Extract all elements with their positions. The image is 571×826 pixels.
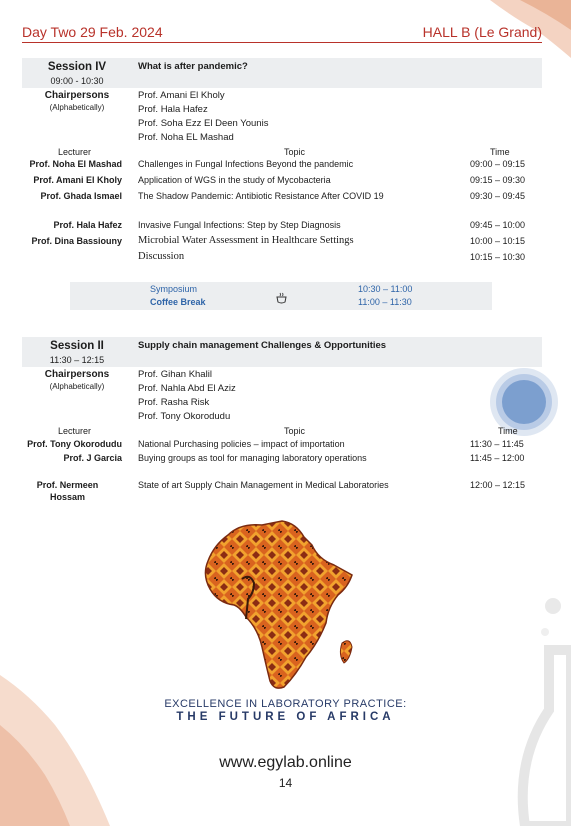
session2-col-topic: Topic [284, 426, 306, 436]
session4-subject: What is after pandemic? [138, 61, 248, 72]
tagline-line2: THE FUTURE OF AFRICA [176, 711, 395, 723]
table-row-topic: Microbial Water Assessment in Healthcare Settings [138, 235, 354, 246]
coffee-break-time: 11:00 – 11:30 [358, 297, 412, 307]
symposium-time: 10:30 – 11:00 [358, 284, 413, 294]
table-row-lecturer: Prof. Nermeen [36, 480, 99, 490]
table-row-time: 12:00 – 12:15 [470, 480, 526, 490]
page-number: 14 [278, 776, 293, 790]
symposium-label: Symposium [150, 284, 198, 294]
session2-col-lecturer: Lecturer [58, 426, 92, 436]
session2-chair-3: Prof. Rasha Risk [138, 397, 210, 408]
table-row-topic: Application of WGS in the study of Mycobacteria [138, 175, 331, 185]
website-url[interactable]: www.egylab.online [219, 754, 352, 771]
session4-col-time: Time [490, 147, 510, 157]
table-row-lecturer: Prof. Ghada Ismael [40, 191, 122, 201]
day-date-heading: Day Two 29 Feb. 2024 [22, 24, 163, 40]
bottom-left-corner-decoration [0, 655, 120, 826]
table-row-time: 11:30 – 11:45 [470, 439, 524, 449]
table-row-time: 09:00 – 09:15 [470, 159, 526, 169]
table-row-lecturer: Prof. Noha El Mashad [29, 159, 122, 169]
session4-chair-1: Prof. Amani El Kholy [138, 90, 225, 101]
tagline-line1: EXCELLENCE IN LABORATORY PRACTICE: [164, 698, 407, 710]
table-row-topic: State of art Supply Chain Management in Medical Laboratories [138, 480, 389, 490]
africa-map-logo [200, 515, 365, 695]
session4-chair-3: Prof. Soha Ezz El Deen Younis [138, 118, 269, 129]
session2-chair-label: Chairpersons [44, 369, 110, 380]
table-row-lecturer: Prof. Hala Hafez [53, 220, 122, 230]
table-row-time: 09:15 – 09:30 [470, 175, 526, 185]
table-row-lecturer: Prof. Tony Okorodudu [27, 439, 122, 449]
table-row-lecturer: Prof. Amani El Kholy [33, 175, 122, 185]
session2-time: 11:30 – 12:15 [49, 355, 105, 365]
session2-chair-4: Prof. Tony Okorodudu [138, 411, 231, 422]
table-row-topic: Buying groups as tool for managing laboratory operations [138, 453, 367, 463]
session4-title: Session IV [47, 61, 107, 73]
discussion-row-time: 10:15 – 10:30 [470, 252, 526, 262]
coffee-cup-icon [275, 291, 289, 305]
table-row-time: 11:45 – 12:00 [470, 453, 525, 463]
session2-chair-1: Prof. Gihan Khalil [138, 369, 212, 380]
table-row-time: 09:30 – 09:45 [470, 191, 526, 201]
discussion-row-topic: Discussion [138, 251, 185, 262]
session2-chair-note: (Alphabetically) [49, 382, 105, 391]
session4-col-lecturer: Lecturer [58, 147, 92, 157]
session4-chair-note: (Alphabetically) [49, 103, 105, 112]
hall-heading: HALL B (Le Grand) [422, 24, 542, 40]
session4-chair-label: Chairpersons [44, 90, 110, 101]
table-row-topic: National Purchasing policies – impact of importation [138, 439, 345, 449]
table-row-topic: Invasive Fungal Infections: Step by Step Diagnosis [138, 220, 341, 230]
session4-time: 09:00 - 10:30 [50, 76, 104, 86]
table-row-topic: The Shadow Pandemic: Antibiotic Resistance After COVID 19 [138, 191, 384, 201]
table-row-lecturer: Prof. J Garcia [63, 453, 122, 463]
table-row-time: 10:00 – 10:15 [470, 236, 526, 246]
coffee-break-label: Coffee Break [150, 297, 206, 307]
table-row-time: 09:45 – 10:00 [470, 220, 526, 230]
session2-title: Session II [50, 340, 104, 352]
session4-chair-2: Prof. Hala Hafez [138, 104, 208, 115]
session2-chair-2: Prof. Nahla Abd El Aziz [138, 383, 236, 394]
table-row-lecturer: Prof. Dina Bassiouny [31, 236, 122, 246]
session2-subject: Supply chain management Challenges & Opportunities [138, 340, 387, 351]
header-divider [22, 42, 542, 43]
table-row-lecturer-line2: Hossam [49, 492, 85, 502]
session4-col-topic: Topic [284, 147, 306, 157]
session4-chair-4: Prof. Noha EL Mashad [138, 132, 234, 143]
table-row-topic: Challenges in Fungal Infections Beyond the pandemic [138, 159, 354, 169]
session2-col-time: Time [498, 426, 518, 436]
